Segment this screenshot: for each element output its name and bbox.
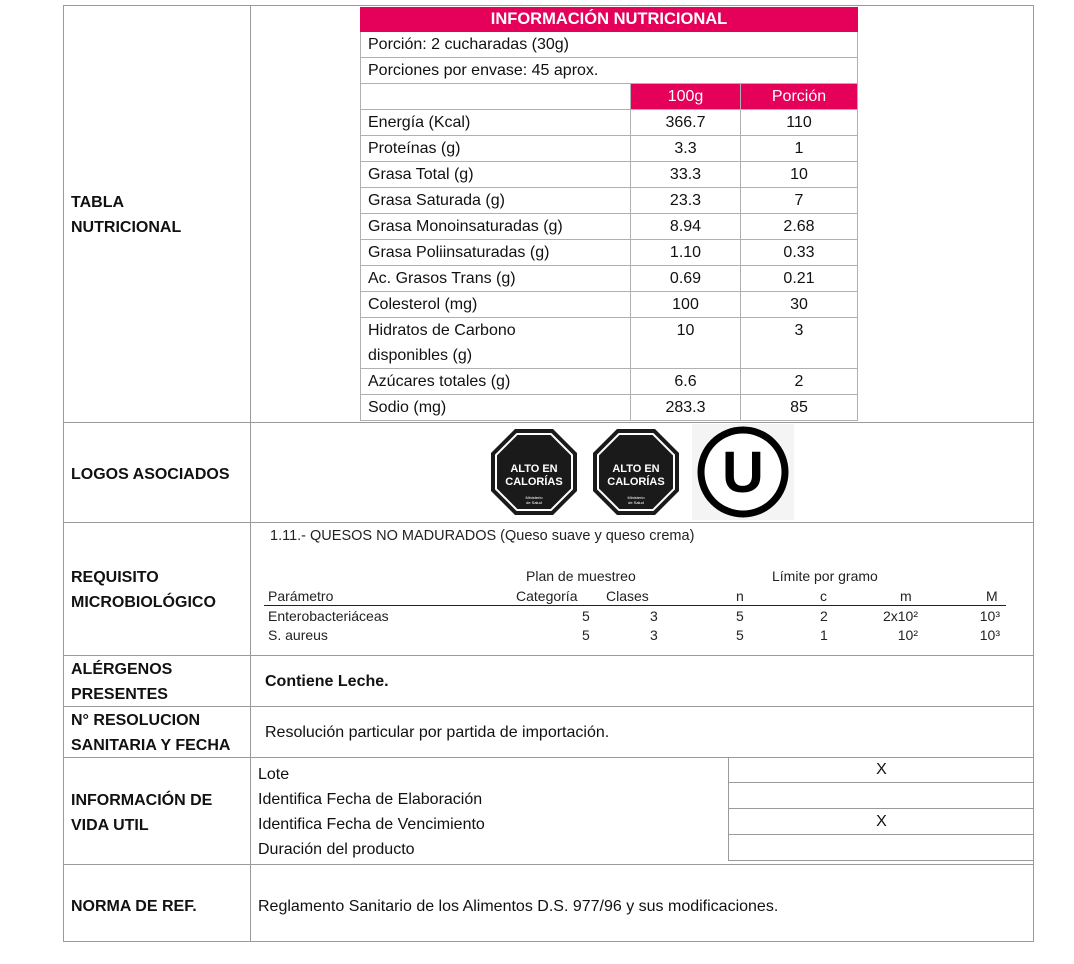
h-param: Parámetro — [268, 588, 334, 604]
label-vida-util: INFORMACIÓN DE VIDA UTIL — [71, 792, 213, 834]
nutrient-name: Colesterol (mg) — [361, 292, 631, 317]
nutrient-per100: 0.69 — [631, 266, 741, 291]
alergenos-text: Contiene Leche. — [265, 673, 389, 690]
alto-en-calorias-seal-icon — [590, 426, 682, 518]
micro-row — [264, 627, 1006, 644]
nutrition-row — [360, 214, 858, 240]
nutrition-row — [360, 266, 858, 292]
micro-clases: 3 — [650, 608, 658, 624]
kosher-letter: U — [722, 440, 764, 505]
micro-M: 10³ — [979, 627, 1000, 643]
logos-row — [488, 424, 794, 520]
nutrient-name: Ac. Grasos Trans (g) — [361, 266, 631, 291]
micro-title: 1.11.- QUESOS NO MADURADOS (Queso suave y queso crema) — [270, 528, 695, 544]
seal-text-2: CALORÍAS — [505, 476, 563, 488]
micro-clases: 3 — [650, 627, 658, 643]
label-alergenos: ALÉRGENOS PRESENTES — [71, 661, 173, 703]
nutrient-per100: 23.3 — [631, 188, 741, 213]
nutrient-name: Sodio (mg) — [361, 395, 631, 420]
h-m: m — [900, 588, 912, 604]
nutrient-per100: 1.10 — [631, 240, 741, 265]
micro-m: 2x10² — [882, 608, 918, 624]
h-cat: Categoría — [516, 588, 578, 604]
nutrient-name: Grasa Total (g) — [361, 162, 631, 187]
divider — [63, 522, 1034, 523]
vida-util-checks — [728, 757, 1034, 861]
nutrient-name: Hidratos de Carbono disponibles (g) — [361, 318, 631, 368]
header-blank — [361, 84, 631, 109]
seal-small-1: Ministerio — [627, 495, 645, 500]
resolucion-text: Resolución particular por partida de importación. — [265, 724, 610, 741]
divider — [63, 422, 1034, 423]
norma-text: Reglamento Sanitario de los Alimentos D.S. 977/96 y sus modificaciones. — [258, 898, 779, 915]
nutrition-row — [360, 395, 858, 421]
h-c: c — [820, 588, 827, 604]
micro-row — [264, 608, 1006, 625]
label-tabla-nutricional: TABLA NUTRICIONAL — [71, 194, 182, 236]
nutrient-per100: 366.7 — [631, 110, 741, 135]
divider — [63, 864, 1034, 865]
divider — [63, 655, 1034, 656]
header-100g: 100g — [631, 84, 741, 109]
micro-table — [264, 528, 1006, 643]
nutrient-name: Grasa Saturada (g) — [361, 188, 631, 213]
h-M: M — [986, 588, 998, 604]
h-n: n — [736, 588, 744, 604]
vida-util-item: Duración del producto — [258, 841, 415, 858]
nutrition-row — [360, 318, 858, 369]
nutrition-title: INFORMACIÓN NUTRICIONAL — [360, 7, 858, 32]
nutrient-portion: 10 — [790, 166, 808, 183]
plan-muestreo: Plan de muestreo — [526, 568, 636, 584]
vida-util-check — [728, 783, 1034, 809]
vida-util-check — [728, 835, 1034, 861]
micro-cat: 5 — [582, 627, 590, 643]
column-divider — [250, 5, 251, 942]
micro-c: 1 — [820, 627, 828, 643]
nutrient-portion: 1 — [794, 140, 804, 157]
label-requisito: REQUISITO MICROBIOLÓGICO — [71, 569, 216, 611]
nutrient-per100: 283.3 — [631, 395, 741, 420]
seal-small-2: de Salud — [526, 500, 542, 505]
seal-small-1: Ministerio — [525, 495, 543, 500]
nutrition-row — [360, 292, 858, 318]
nutrition-row — [360, 110, 858, 136]
alto-en-calorias-seal-icon — [488, 426, 580, 518]
h-clases: Clases — [606, 588, 649, 604]
label-resolucion: N° RESOLUCION SANITARIA Y FECHA — [71, 712, 231, 754]
nutrient-portion: 7 — [794, 192, 804, 209]
micro-cat: 5 — [582, 608, 590, 624]
nutrient-per100: 6.6 — [631, 369, 741, 394]
nutrition-row — [360, 369, 858, 395]
seal-text-2: CALORÍAS — [607, 476, 665, 488]
kosher-u-logo-icon — [692, 424, 794, 520]
nutrition-row — [360, 136, 858, 162]
micro-M: 10³ — [979, 608, 1000, 624]
micro-n: 5 — [736, 608, 744, 624]
nutrition-row — [360, 162, 858, 188]
nutrient-portion: 0.33 — [783, 244, 815, 261]
micro-param: Enterobacteriáceas — [268, 608, 389, 624]
nutrient-name: Grasa Poliinsaturadas (g) — [361, 240, 631, 265]
micro-c: 2 — [820, 608, 828, 624]
nutrient-per100: 100 — [631, 292, 741, 317]
nutrient-name: Grasa Monoinsaturadas (g) — [361, 214, 631, 239]
vida-util-check: X — [728, 757, 1034, 783]
vida-util-item: Lote — [258, 766, 290, 783]
nutrient-per100: 33.3 — [631, 162, 741, 187]
nutrition-table — [360, 7, 858, 421]
nutrient-name: Energía (Kcal) — [361, 110, 631, 135]
nutrient-per100: 3.3 — [631, 136, 741, 161]
portion-size: Porción: 2 cucharadas (30g) — [368, 36, 569, 53]
seal-text-1: ALTO EN — [612, 463, 660, 475]
micro-param: S. aureus — [268, 627, 328, 643]
nutrient-per100: 8.94 — [631, 214, 741, 239]
nutrition-row — [360, 240, 858, 266]
nutrition-row — [360, 188, 858, 214]
seal-text-1: ALTO EN — [510, 463, 558, 475]
micro-n: 5 — [736, 627, 744, 643]
nutrient-portion: 3 — [794, 322, 804, 339]
nutrient-portion: 30 — [790, 296, 808, 313]
nutrient-portion: 2 — [794, 373, 804, 390]
vida-util-item: Identifica Fecha de Vencimiento — [258, 816, 485, 833]
label-norma: NORMA DE REF. — [71, 898, 197, 915]
nutrient-name: Proteínas (g) — [361, 136, 631, 161]
header-portion: Porción — [741, 84, 857, 109]
vida-util-check: X — [728, 809, 1034, 835]
nutrient-portion: 85 — [790, 399, 808, 416]
nutrient-portion: 0.21 — [783, 270, 815, 287]
limite-gramo: Límite por gramo — [772, 568, 878, 584]
nutrient-per100: 10 — [631, 318, 741, 368]
nutrient-name: Azúcares totales (g) — [361, 369, 631, 394]
vida-util-item: Identifica Fecha de Elaboración — [258, 791, 483, 808]
nutrient-portion: 2.68 — [783, 218, 815, 235]
seal-small-2: de Salud — [628, 500, 644, 505]
label-logos: LOGOS ASOCIADOS — [71, 466, 230, 483]
micro-m: 10² — [897, 627, 918, 643]
servings-per-container: Porciones por envase: 45 aprox. — [368, 62, 599, 79]
nutrient-portion: 110 — [786, 114, 812, 131]
